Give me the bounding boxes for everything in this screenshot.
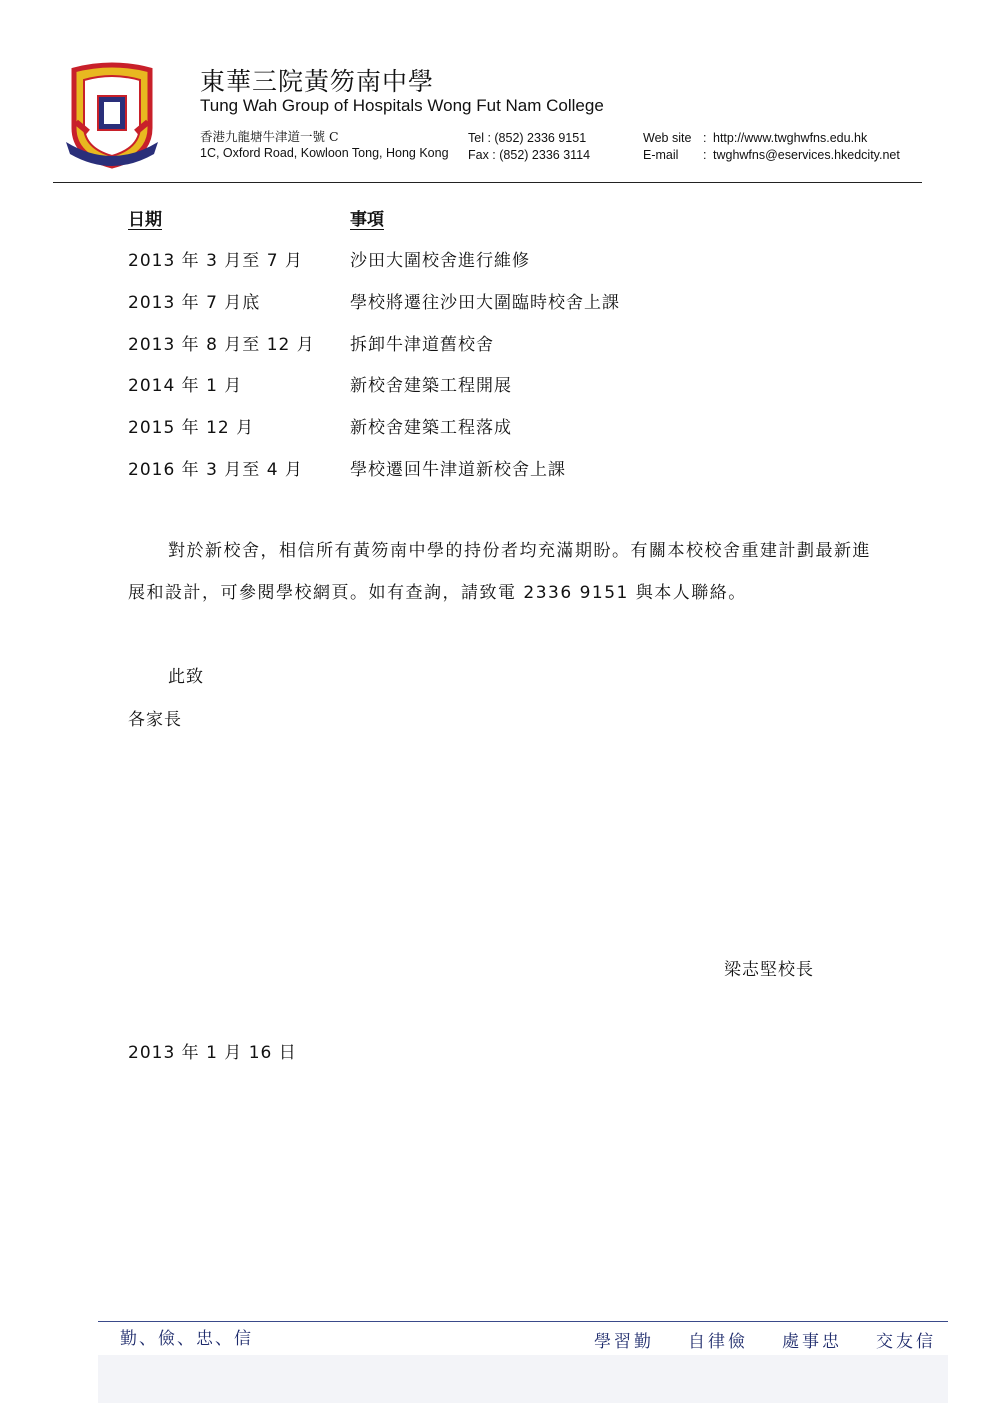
schedule-date: 2013 年 7 月底 bbox=[128, 293, 261, 313]
footer-motto-item: 處事忠 bbox=[782, 1332, 842, 1352]
website-link[interactable]: http://www.twghwfns.edu.hk bbox=[713, 131, 868, 145]
footer-motto-item: 自律儉 bbox=[688, 1332, 748, 1352]
school-address bbox=[200, 128, 449, 162]
school-name-en: Tung Wah Group of Hospitals Wong Fut Nam College bbox=[200, 96, 604, 115]
schedule-event: 學校將遷往沙田大圍臨時校舍上課 bbox=[350, 293, 620, 313]
school-crest-icon bbox=[62, 62, 162, 172]
header-divider bbox=[53, 182, 922, 183]
email-label: E-mail bbox=[643, 148, 679, 162]
signature: 梁志堅校長 bbox=[724, 960, 814, 980]
body-paragraph bbox=[128, 530, 888, 614]
header-event: 事項 bbox=[350, 210, 384, 230]
schedule-event: 新校舍建築工程落成 bbox=[350, 418, 512, 438]
footer-motto-item: 學習勤 bbox=[594, 1332, 654, 1352]
school-name-cn: 東華三院黃笏南中學 bbox=[200, 67, 435, 96]
address-cn: 香港九龍塘牛津道一號 C bbox=[200, 129, 339, 144]
tel-number: Tel : (852) 2336 9151 bbox=[468, 131, 587, 145]
contact-web: Web site : http://www.twghwfns.edu.hk E-mail : twghwfns@eservices.hkedcity.net bbox=[643, 131, 900, 162]
schedule-date: 2013 年 8 月至 12 月 bbox=[128, 335, 315, 355]
schedule-event: 沙田大圍校舍進行維修 bbox=[350, 251, 530, 271]
schedule-date: 2016 年 3 月至 4 月 bbox=[128, 460, 303, 480]
website-label: Web site bbox=[643, 131, 692, 145]
schedule-event: 學校遷回牛津道新校舍上課 bbox=[350, 460, 566, 480]
closing-recipient: 各家長 bbox=[128, 710, 182, 730]
body-paragraph-text: 對於新校舍，相信所有黃笏南中學的持份者均充滿期盼。有關本校校舍重建計劃最新進展和設計，可參閱學校網頁。如有查詢，請致電 2336 9151 與本人聯絡。 bbox=[128, 541, 871, 603]
fax-number: Fax : (852) 2336 3114 bbox=[468, 148, 591, 162]
header-date: 日期 bbox=[128, 210, 162, 230]
schedule-date: 2014 年 1 月 bbox=[128, 376, 243, 396]
footer-band bbox=[98, 1355, 948, 1403]
footer-motto-left: 勤、儉、忠、信 bbox=[120, 1329, 253, 1349]
schedule-event: 新校舍建築工程開展 bbox=[350, 376, 512, 396]
footer-divider bbox=[98, 1321, 948, 1322]
footer-motto-item: 交友信 bbox=[876, 1332, 936, 1352]
schedule-date: 2013 年 3 月至 7 月 bbox=[128, 251, 303, 271]
schedule-date: 2015 年 12 月 bbox=[128, 418, 255, 438]
email-link[interactable]: twghwfns@eservices.hkedcity.net bbox=[713, 148, 900, 162]
schedule-event: 拆卸牛津道舊校舍 bbox=[350, 335, 494, 355]
closing-salutation: 此致 bbox=[168, 667, 204, 687]
letter-date: 2013 年 1 月 16 日 bbox=[128, 1043, 297, 1063]
contact-phone bbox=[468, 130, 590, 164]
address-en: 1C, Oxford Road, Kowloon Tong, Hong Kong bbox=[200, 146, 449, 160]
